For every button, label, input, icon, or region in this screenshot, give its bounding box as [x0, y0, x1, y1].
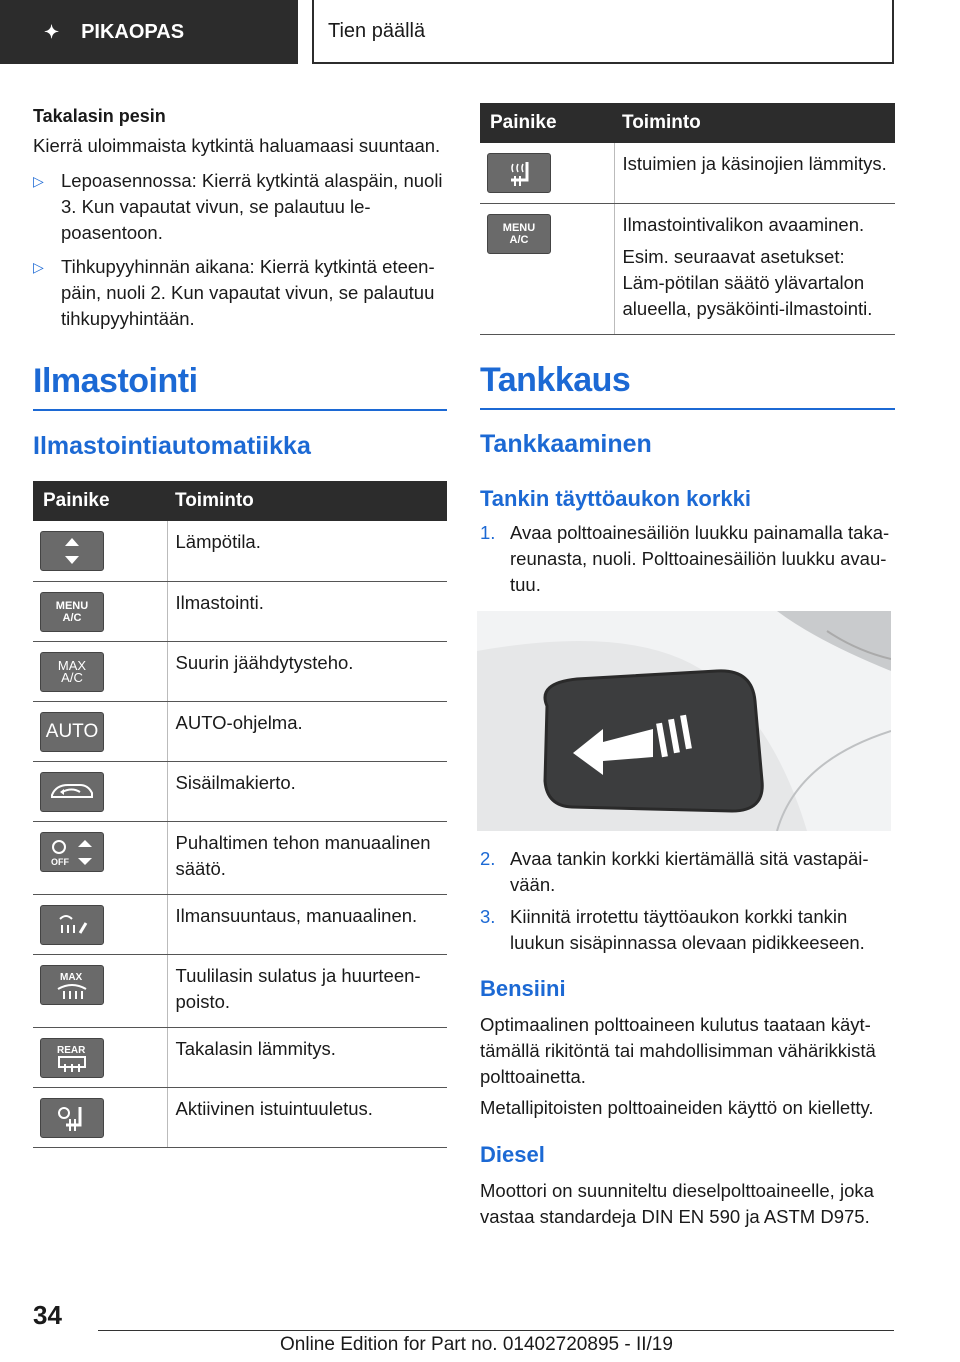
table-header-button: Painike [33, 481, 167, 521]
table-row: MAX A/C Suurin jäähdytysteho. [33, 641, 447, 701]
svg-text:REAR: REAR [57, 1044, 86, 1056]
recirculation-icon [40, 772, 104, 812]
footer-edition-text: Online Edition for Part no. 01402720895 - II/19 [280, 1334, 673, 1355]
bensiini-heading: Bensiini [480, 976, 566, 1001]
svg-text:OFF: OFF [51, 856, 69, 867]
table-row: AUTO AUTO-ohjelma. [33, 701, 447, 761]
subsection-title: Tankkaaminen [480, 430, 652, 458]
list-item: 3. Kiinnitä irrotettu täyttöaukon korkki tankin luukun sisäpinnassa olevaan pidikkeeseen. [480, 906, 865, 953]
function-text: Istuimien ja käsinojien lämmitys. [622, 153, 887, 174]
list-item: 1. Avaa polttoainesäiliön luukku painamalla taka-reunasta, nuoli. Polttoainesäiliön luukku avau-tuu. [480, 522, 890, 595]
step-list-1 [480, 520, 895, 598]
header-chapter-tab[interactable] [312, 0, 894, 64]
table-row: Ilmansuuntaus, manuaalinen. [33, 894, 447, 954]
table-row: Sisäilmakierto. [33, 761, 447, 821]
header-chapter-label: Tien päällä [328, 19, 426, 42]
section-title-tankkaus: Tankkaus [480, 361, 631, 399]
table-header-function: Toiminto [614, 103, 895, 143]
fan-off-icon [40, 832, 104, 872]
table-row [480, 203, 895, 334]
fuel-cap-heading: Tankin täyttöaukon korkki [480, 486, 751, 511]
fuel-flap-photo [477, 611, 891, 831]
table-header-function: Toiminto [167, 481, 447, 521]
header-section-tab[interactable] [0, 0, 298, 64]
table-row: MAX Tuulilasin sulatus ja huurteen-poisto. [33, 954, 447, 1027]
menu-ac-icon: MENU A/C [487, 214, 551, 254]
table-row: Lämpötila. [33, 521, 447, 581]
header-section-label: PIKAOPAS [81, 20, 185, 43]
bullet-triangle-icon: ▷ [33, 259, 44, 275]
table-row: Aktiivinen istuintuuletus. [33, 1087, 447, 1147]
table-row: OFF Puhaltimen tehon manuaalinen säätö. [33, 821, 447, 894]
function-text: Ilmastointivalikon avaaminen. [622, 213, 865, 235]
bullet-triangle-icon: ▷ [33, 173, 44, 189]
temperature-updown-icon [40, 531, 104, 571]
rear-defrost-icon [40, 1038, 104, 1078]
table-row: MENU A/C Ilmastointi. [33, 581, 447, 641]
bensiini-text-1: Optimaalinen polttoaineen kulutus taataan käyt-tämällä rikitöntä tai mahdollisimman vähärikkistä polttoainetta. [480, 1014, 876, 1087]
table-row: REAR Takalasin lämmitys. [33, 1027, 447, 1087]
air-distribution-icon [40, 905, 104, 945]
menu-ac-icon: MENU A/C [40, 592, 104, 632]
rear-wiper-text: Kierrä uloimmaista kytkintä haluamaasi suuntaan. [33, 135, 441, 156]
climate-buttons-table [33, 481, 447, 1148]
bensiini-text-2: Metallipitoisten polttoaineiden käyttö on kielletty. [480, 1097, 874, 1118]
max-ac-icon: MAX A/C [40, 652, 104, 692]
svg-text:MAX: MAX [60, 971, 83, 983]
function-text: Esim. seuraavat asetukset: Läm-pötilan säätö ylävartalon alueella, pysäköinti-ilmastointi. [622, 245, 873, 319]
max-defrost-icon [40, 965, 104, 1005]
page-number: 34 [33, 1300, 62, 1330]
table-header-button: Painike [480, 103, 614, 143]
pushpin-icon: ✦ [44, 21, 60, 42]
table-row [480, 143, 895, 203]
section-title-ilmastointi: Ilmastointi [33, 362, 198, 400]
seat-heating-icon [487, 153, 551, 193]
subsection-title: Ilmastointiautomatiikka [33, 432, 311, 460]
seat-buttons-table [480, 103, 895, 335]
diesel-text: Moottori on suunniteltu dieselpolttoaineelle, joka vastaa standardeja DIN EN 590 ja ASTM D975. [480, 1180, 874, 1227]
list-item: 2. Avaa tankin korkki kiertämällä sitä vastapäi-vään. [480, 848, 869, 895]
step-list-2 [480, 846, 895, 956]
list-item: ▷ Tihkupyyhinnän aikana: Kierrä kytkintä eteen-päin, nuoli 2. Kun vapautat vivun, se palautuu tihkupyyhintään. [33, 256, 435, 329]
list-item: ▷ Lepoasennossa: Kierrä kytkintä alaspäin, nuoli 3. Kun vapautat vivun, se palautuu le-poasentoon. [33, 170, 443, 243]
footer-divider [98, 1330, 894, 1331]
seat-ventilation-icon [40, 1098, 104, 1138]
rear-wiper-heading: Takalasin pesin [33, 106, 166, 126]
auto-icon: AUTO [40, 712, 104, 752]
diesel-heading: Diesel [480, 1142, 545, 1167]
